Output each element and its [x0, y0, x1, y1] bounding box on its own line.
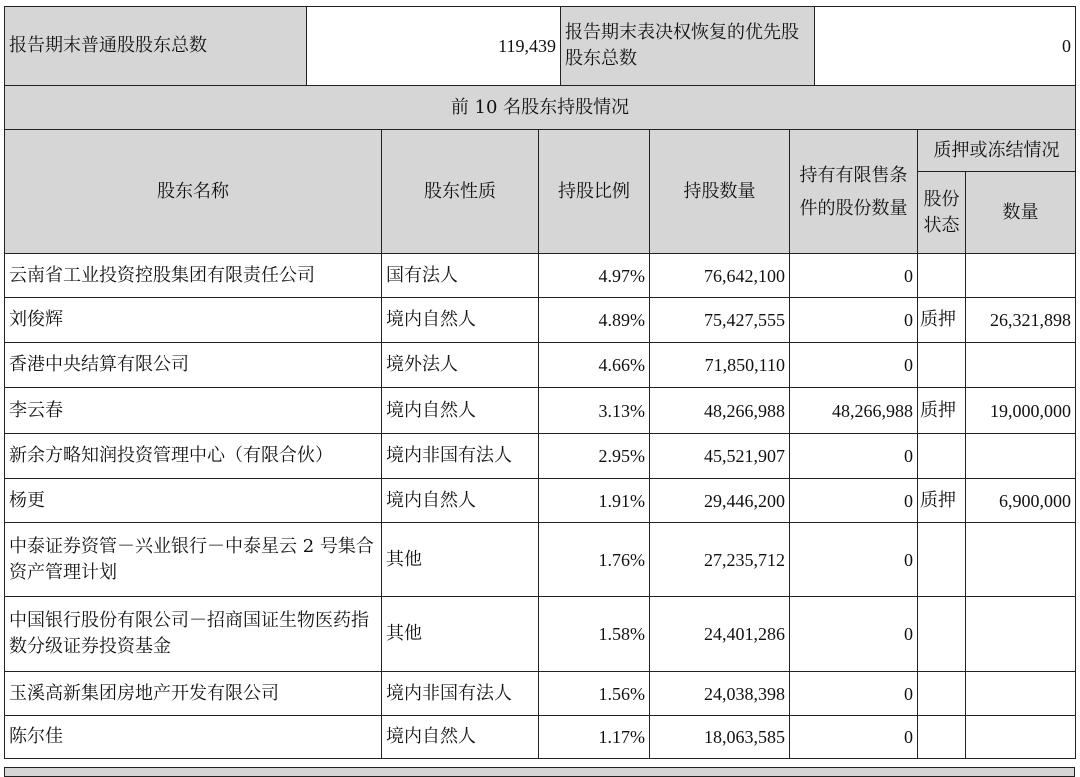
holder-name: 李云春	[5, 388, 382, 434]
holder-name: 陈尔佳	[5, 716, 382, 759]
holder-ratio: 1.56%	[539, 672, 650, 716]
holder-pledged-quantity: 6,900,000	[966, 479, 1076, 523]
holder-pledge-status: 质押	[918, 479, 966, 523]
holder-name: 云南省工业投资控股集团有限责任公司	[5, 254, 382, 298]
holder-restricted: 0	[790, 298, 918, 343]
header-restricted: 持有有限售条件的股份数量	[790, 130, 918, 254]
holder-pledge-status	[918, 434, 966, 479]
holder-restricted: 0	[790, 716, 918, 759]
holder-ratio: 1.76%	[539, 523, 650, 597]
holder-pledge-status	[918, 672, 966, 716]
holder-name: 中国银行股份有限公司－招商国证生物医药指数分级证券投资基金	[5, 597, 382, 672]
holder-pledge-status	[918, 254, 966, 298]
table-row	[5, 597, 1076, 672]
holder-restricted: 0	[790, 254, 918, 298]
table-row	[5, 434, 1076, 479]
holder-ratio: 1.58%	[539, 597, 650, 672]
top-ten-holders-table	[4, 85, 1076, 759]
holder-quantity: 76,642,100	[650, 254, 790, 298]
holder-quantity: 45,521,907	[650, 434, 790, 479]
header-pledge-group: 质押或冻结情况	[918, 130, 1076, 172]
header-pledge-quantity: 数量	[966, 172, 1076, 254]
header-quantity: 持股数量	[650, 130, 790, 254]
holder-ratio: 1.17%	[539, 716, 650, 759]
holder-pledge-status	[918, 597, 966, 672]
holder-restricted: 0	[790, 434, 918, 479]
holder-nature: 境内自然人	[382, 298, 539, 343]
holder-pledged-quantity: 19,000,000	[966, 388, 1076, 434]
holder-ratio: 3.13%	[539, 388, 650, 434]
holder-quantity: 48,266,988	[650, 388, 790, 434]
holder-pledged-quantity: 26,321,898	[966, 298, 1076, 343]
holder-ratio: 1.91%	[539, 479, 650, 523]
next-section-strip	[4, 767, 1075, 777]
table-row	[5, 388, 1076, 434]
table-row	[5, 716, 1076, 759]
holder-restricted: 0	[790, 343, 918, 388]
holder-name: 刘俊辉	[5, 298, 382, 343]
holders-body	[5, 254, 1076, 759]
holder-nature: 境内自然人	[382, 716, 539, 759]
holder-name: 玉溪高新集团房地产开发有限公司	[5, 672, 382, 716]
holder-quantity: 27,235,712	[650, 523, 790, 597]
preferred-holders-value: 0	[815, 7, 1076, 86]
shareholder-summary-table	[4, 6, 1076, 86]
header-ratio: 持股比例	[539, 130, 650, 254]
table-row	[5, 479, 1076, 523]
holder-restricted: 0	[790, 523, 918, 597]
holder-quantity: 18,063,585	[650, 716, 790, 759]
holder-ratio: 4.89%	[539, 298, 650, 343]
holder-restricted: 48,266,988	[790, 388, 918, 434]
holder-pledged-quantity	[966, 343, 1076, 388]
holder-restricted: 0	[790, 672, 918, 716]
section-title: 前 10 名股东持股情况	[5, 86, 1076, 130]
holder-pledge-status: 质押	[918, 388, 966, 434]
holder-restricted: 0	[790, 597, 918, 672]
holder-pledge-status	[918, 343, 966, 388]
holder-nature: 国有法人	[382, 254, 539, 298]
holder-pledged-quantity	[966, 523, 1076, 597]
holder-nature: 境内非国有法人	[382, 672, 539, 716]
holder-nature: 境内非国有法人	[382, 434, 539, 479]
holder-quantity: 24,401,286	[650, 597, 790, 672]
holder-quantity: 75,427,555	[650, 298, 790, 343]
table-row	[5, 672, 1076, 716]
common-holders-label: 报告期末普通股股东总数	[5, 7, 307, 86]
holder-pledge-status: 质押	[918, 298, 966, 343]
holder-pledged-quantity	[966, 672, 1076, 716]
holder-name: 中泰证券资管－兴业银行－中泰星云 2 号集合资产管理计划	[5, 523, 382, 597]
holder-ratio: 2.95%	[539, 434, 650, 479]
holder-name: 杨更	[5, 479, 382, 523]
holder-restricted: 0	[790, 479, 918, 523]
holder-nature: 其他	[382, 597, 539, 672]
preferred-holders-label: 报告期末表决权恢复的优先股股东总数	[561, 7, 815, 86]
holder-nature: 境内自然人	[382, 388, 539, 434]
table-row	[5, 523, 1076, 597]
holder-nature: 其他	[382, 523, 539, 597]
holder-pledged-quantity	[966, 434, 1076, 479]
header-nature: 股东性质	[382, 130, 539, 254]
holder-nature: 境外法人	[382, 343, 539, 388]
holder-name: 新余方略知润投资管理中心（有限合伙）	[5, 434, 382, 479]
table-row	[5, 298, 1076, 343]
holder-quantity: 24,038,398	[650, 672, 790, 716]
holder-pledge-status	[918, 716, 966, 759]
holder-nature: 境内自然人	[382, 479, 539, 523]
holder-ratio: 4.97%	[539, 254, 650, 298]
common-holders-value: 119,439	[307, 7, 561, 86]
holder-pledged-quantity	[966, 254, 1076, 298]
header-pledge-status: 股份状态	[918, 172, 966, 254]
holder-pledged-quantity	[966, 597, 1076, 672]
holder-pledged-quantity	[966, 716, 1076, 759]
holder-quantity: 29,446,200	[650, 479, 790, 523]
holder-pledge-status	[918, 523, 966, 597]
holder-name: 香港中央结算有限公司	[5, 343, 382, 388]
holder-quantity: 71,850,110	[650, 343, 790, 388]
table-row	[5, 254, 1076, 298]
header-name: 股东名称	[5, 130, 382, 254]
table-row	[5, 343, 1076, 388]
holder-ratio: 4.66%	[539, 343, 650, 388]
